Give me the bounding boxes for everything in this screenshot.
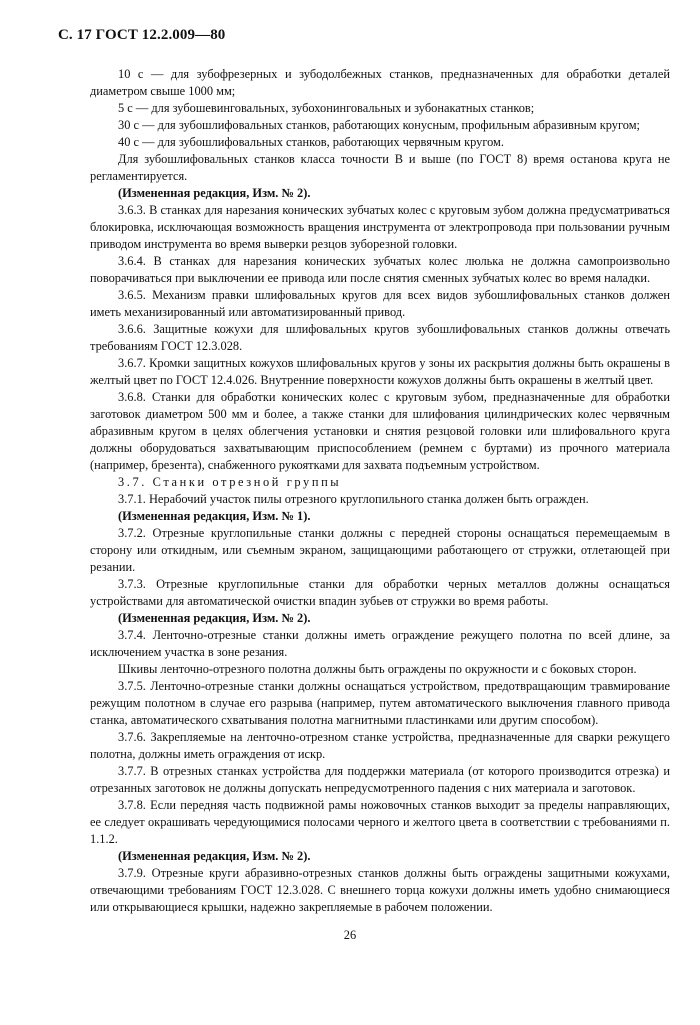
paragraph: 3.6.7. Кромки защитных кожухов шлифовальных кругов у зоны их раскрытия должны быть окрашены в желтый цвет по ГОСТ 12.4.026. Внутренние поверхности кожухов должны быть окрашены в желтый цвет. bbox=[90, 356, 670, 387]
paragraph: 3.7.8. Если передняя часть подвижной рамы ножовочных станков выходит за пределы направляющих, ее следует окрашивать чередующимися полосами черного и желтого цвета в соответствии с требованиями п. 1.1.2. bbox=[90, 798, 670, 846]
paragraph: 3.7.6. Закрепляемые на ленточно-отрезном станке устройства, предназначенные для сварки режущего полотна, должны иметь ограждения от искр. bbox=[90, 730, 670, 761]
amendment-note: (Измененная редакция, Изм. № 1). bbox=[118, 509, 311, 523]
paragraph: 3.6.8. Станки для обработки конических колес с круговым зубом, предназначенные для обработки заготовок диаметром 500 мм и более, а также станки для шлифования цилиндрических колес червячным абразивным кругом в целях облегчения установки и снятия резцовой головки или шлифовального круга должны оборудоваться захватывающим приспособлением (ремнем с буртами) из прочного материала (например, брезента), снабженного рукоятками для захвата подъемным устройством. bbox=[90, 390, 670, 472]
paragraph: 40 с — для зубошлифовальных станков, работающих червячным кругом. bbox=[118, 135, 504, 149]
paragraph: 3.6.3. В станках для нарезания конических зубчатых колес с круговым зубом должна предусматриваться блокировка, исключающая возможность вращения инструмента от электропровода при пользовании ручным приводом инструмента во время выверки резцов зуборезной головки. bbox=[90, 203, 670, 251]
page-header: С. 17 ГОСТ 12.2.009—80 bbox=[58, 27, 226, 43]
amendment-note: (Измененная редакция, Изм. № 2). bbox=[118, 611, 311, 625]
paragraph: 3.7.9. Отрезные круги абразивно-отрезных станков должны быть ограждены защитными кожухами, отвечающими требованиям ГОСТ 12.3.028. С внешнего торца кожухи должны иметь удобно снимающиеся или открывающиеся крышки, надежно закрепляемые в рабочем положении. bbox=[90, 866, 670, 914]
paragraph: 3.7.3. Отрезные круглопильные станки для обработки черных металлов должны оснащаться устройствами для автоматической очистки впадин зубьев от стружки во время работы. bbox=[90, 577, 670, 608]
page-number: 26 bbox=[343, 928, 357, 942]
paragraph: 3.7.2. Отрезные круглопильные станки должны с передней стороны оснащаться перемещаемым в сторону или откидным, или съемным экраном, защищающими работающего от стружки, отлетающей при резании. bbox=[90, 526, 670, 574]
paragraph: 3.6.6. Защитные кожухи для шлифовальных кругов зубошлифовальных станков должны отвечать требованиям ГОСТ 12.3.028. bbox=[90, 322, 670, 353]
paragraph: 3.7.5. Ленточно-отрезные станки должны оснащаться устройством, предотвращающим травмирование режущим полотном в случае его разрыва (например, путем автоматического выключения главного привода станка, автоматического схватывания полотна магнитными пластинками или другим способом). bbox=[90, 679, 670, 727]
paragraph: 3.7.7. В отрезных станках устройства для поддержки материала (от которого производится отрезка) и отрезанных заготовок не должны допускать непредусмотренного падения с них материала и заготовок. bbox=[90, 764, 670, 795]
amendment-note: (Измененная редакция, Изм. № 2). bbox=[118, 849, 311, 863]
paragraph: 3.6.4. В станках для нарезания конических зубчатых колес люлька не должна самопроизвольно поворачиваться при выключении ее привода или после снятия сменных зубчатых колес во время наладки. bbox=[90, 254, 670, 285]
paragraph: 3.6.5. Механизм правки шлифовальных кругов для всех видов зубошлифовальных станков должен иметь механизированный или автоматизированный привод. bbox=[90, 288, 670, 319]
paragraph: 3.7.1. Нерабочий участок пилы отрезного круглопильного станка должен быть огражден. bbox=[118, 492, 589, 506]
section-heading: 3.7. Станки отрезной группы bbox=[118, 475, 342, 489]
paragraph: 3.7.4. Ленточно-отрезные станки должны иметь ограждение режущего полотна по всей длине, за исключением участка в зоне резания. bbox=[90, 628, 670, 659]
paragraph: Для зубошлифовальных станков класса точности В и выше (по ГОСТ 8) время останова круга не регламентируется. bbox=[90, 152, 670, 183]
paragraph: Шкивы ленточно-отрезного полотна должны быть ограждены по окружности и с боковых сторон. bbox=[118, 662, 637, 676]
paragraph: 5 с — для зубошевинговальных, зубохонинговальных и зубонакатных станков; bbox=[118, 101, 535, 115]
document-body bbox=[90, 66, 670, 916]
paragraph: 30 с — для зубошлифовальных станков, работающих конусным, профильным абразивным кругом; bbox=[118, 118, 640, 132]
amendment-note: (Измененная редакция, Изм. № 2). bbox=[118, 186, 311, 200]
paragraph: 10 с — для зубофрезерных и зубодолбежных станков, предназначенных для обработки деталей диаметром свыше 1000 мм; bbox=[90, 67, 670, 98]
